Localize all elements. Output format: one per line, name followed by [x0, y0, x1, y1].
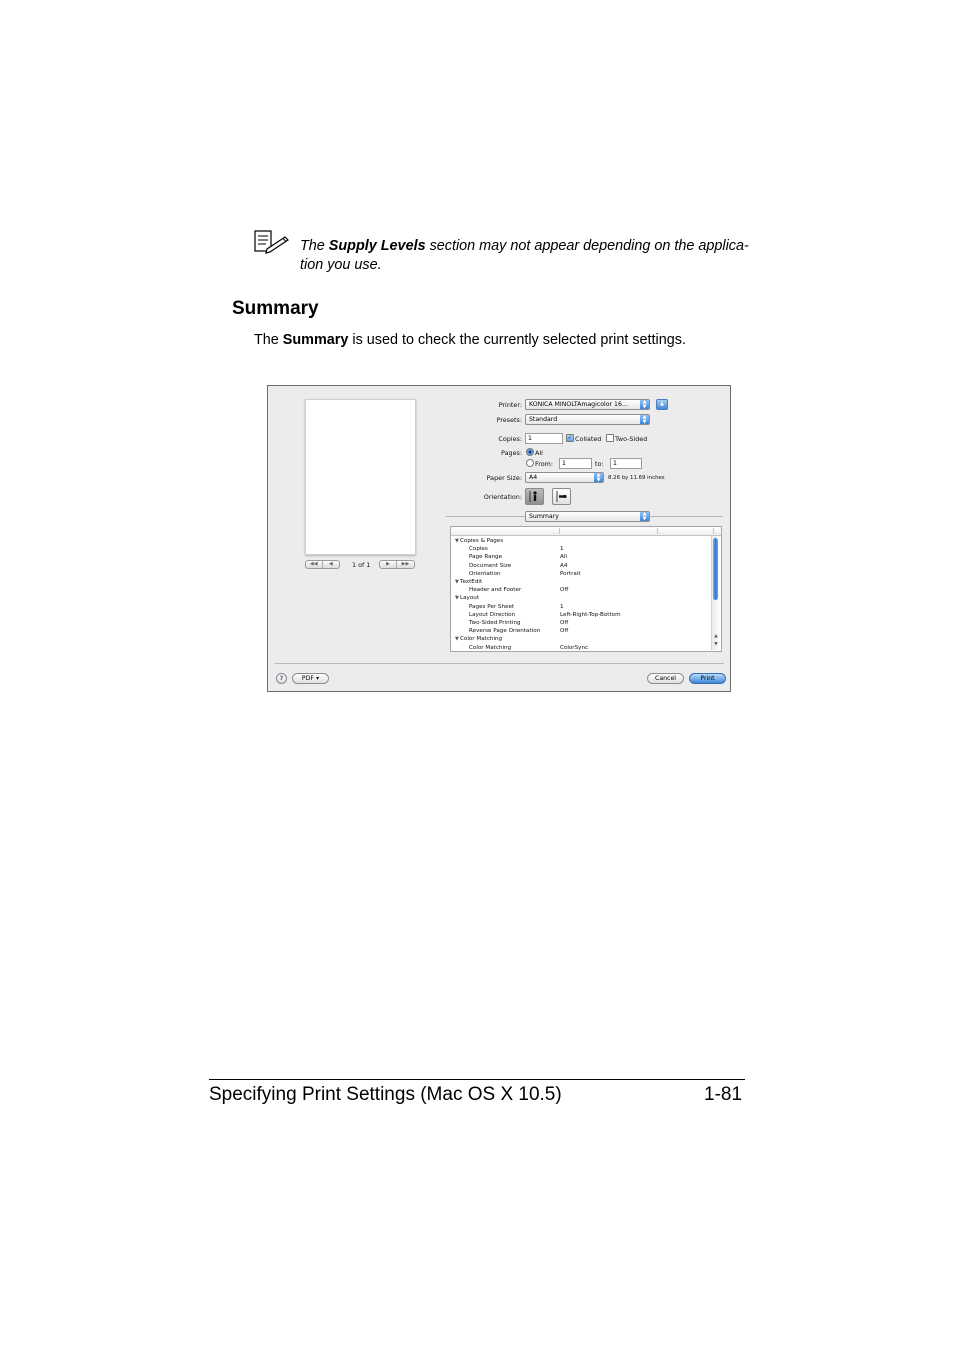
last-page-button[interactable]: ▶▶ — [401, 561, 410, 567]
help-button[interactable]: ? — [276, 673, 287, 684]
paper-size-label: Paper Size: — [486, 474, 522, 482]
presets-popup[interactable]: Standard ▲ ▼ — [525, 414, 650, 425]
cancel-button[interactable]: Cancel — [647, 673, 684, 684]
scroll-down-icon[interactable]: ▼ — [714, 642, 718, 647]
popup-arrows-icon: ▲ ▼ — [640, 415, 649, 424]
pages-label: Pages: — [501, 449, 522, 457]
summary-group-row — [451, 578, 713, 586]
summary-group-row — [451, 594, 713, 602]
summary-key: Two-Sided Printing — [469, 620, 521, 626]
panel-menu-popup[interactable]: Summary ▲ ▼ — [525, 511, 650, 522]
summary-key: Document Size — [469, 562, 512, 569]
summary-group-row — [451, 537, 713, 545]
summary-item-row — [451, 553, 713, 561]
summary-table[interactable] — [450, 526, 722, 652]
print-button[interactable]: Print — [689, 673, 726, 684]
scrollbar-thumb[interactable] — [713, 538, 718, 600]
note-pencil-icon — [254, 229, 290, 255]
summary-item-row — [451, 627, 713, 635]
prev-page-button[interactable]: ◀ — [328, 561, 333, 567]
next-page-button[interactable]: ▶ — [380, 561, 397, 568]
footer-rule — [209, 1079, 745, 1080]
summary-item-row — [451, 603, 713, 611]
page-indicator: 1 of 1 — [352, 561, 371, 569]
presets-label: Presets: — [496, 416, 522, 424]
paper-size-popup[interactable]: A4 ▲ ▼ — [525, 472, 604, 483]
summary-item-row — [451, 545, 713, 553]
pages-from-radio[interactable] — [526, 459, 534, 467]
popup-arrows-icon: ▲ ▼ — [640, 512, 649, 521]
copies-label: Copies: — [498, 435, 522, 443]
summary-value: Off — [560, 587, 569, 594]
orientation-label: Orientation: — [483, 493, 522, 501]
summary-item-row — [451, 562, 713, 570]
paper-dimensions: 8.26 by 11.69 inches — [608, 475, 665, 481]
popup-arrows-icon: ▲ ▼ — [640, 400, 649, 409]
footer-title: Specifying Print Settings (Mac OS X 10.5) — [209, 1084, 562, 1105]
portrait-person-icon — [526, 489, 543, 504]
print-dialog — [267, 385, 731, 692]
summary-key: Pages Per Sheet — [469, 603, 515, 610]
summary-item-row — [451, 611, 713, 619]
section-heading: Summary — [232, 298, 319, 319]
note-bold-term: Supply Levels — [328, 238, 426, 254]
summary-value: All — [560, 554, 567, 561]
summary-key: Copies & Pages — [460, 538, 504, 544]
summary-key: Copies — [469, 546, 488, 553]
summary-key: Header and Footer — [469, 587, 522, 594]
para-bold-term: Summary — [282, 332, 349, 348]
pages-to-input[interactable]: 1 — [610, 458, 642, 469]
summary-item-row — [451, 619, 713, 627]
summary-key: Layout — [460, 595, 480, 602]
summary-key: Color Matching — [469, 644, 512, 651]
pages-from-label: From: — [535, 460, 553, 468]
printer-popup[interactable]: KONICA MINOLTAmagicolor 16... ▲ ▼ — [525, 399, 650, 410]
disclosure-triangle-icon[interactable]: ▼ — [455, 579, 459, 585]
section-paragraph: The Summary is used to check the currently selected print settings. — [254, 332, 686, 348]
pages-to-label: to: — [595, 460, 604, 468]
orientation-portrait-button[interactable] — [525, 488, 544, 505]
two-sided-label: Two-Sided — [615, 435, 648, 443]
summary-value: Portrait — [560, 570, 581, 577]
summary-item-row — [451, 644, 713, 652]
summary-table-header — [451, 527, 721, 536]
summary-value: 1 — [560, 603, 564, 610]
pdf-button[interactable]: PDF ▾ — [292, 673, 329, 684]
summary-group-row — [451, 635, 713, 643]
disclosure-triangle-icon[interactable]: ▼ — [455, 636, 459, 643]
disclosure-triangle-icon[interactable]: ▼ — [455, 595, 459, 602]
collated-label: Collated — [575, 435, 602, 443]
summary-key: TextEdit — [460, 579, 483, 585]
copies-input[interactable]: 1 — [525, 433, 563, 444]
footer-page-number: 1-81 — [704, 1084, 743, 1105]
landscape-person-icon — [553, 489, 570, 504]
summary-key: Page Range — [469, 554, 503, 561]
scroll-up-icon[interactable]: ▲ — [714, 634, 718, 639]
note-text: The Supply Levels section may not appear depending on the applica- tion you use. — [300, 238, 749, 273]
preview-next-buttons[interactable] — [379, 560, 415, 569]
first-page-button[interactable]: ◀◀ — [306, 561, 323, 568]
summary-value: Left-Right-Top-Bottom — [560, 611, 621, 618]
pages-all-radio[interactable] — [526, 448, 534, 456]
print-preview-page — [305, 399, 416, 555]
preview-prev-buttons[interactable] — [305, 560, 340, 569]
pages-from-input[interactable]: 1 — [559, 458, 592, 469]
summary-key: Reverse Page Orientation — [469, 628, 541, 635]
summary-key: Orientation — [469, 570, 501, 577]
orientation-landscape-button[interactable] — [552, 488, 571, 505]
summary-key: Layout Direction — [469, 611, 516, 618]
collated-checkbox[interactable]: ✓ — [567, 434, 573, 441]
summary-value: ColorSync — [560, 644, 589, 651]
summary-key: Color Matching — [460, 636, 503, 643]
popup-arrows-icon: ▲ ▼ — [594, 473, 603, 482]
summary-value: Off — [560, 620, 569, 626]
summary-value: Off — [560, 628, 569, 635]
disclosure-triangle-icon[interactable]: ▼ — [455, 538, 459, 544]
two-sided-checkbox[interactable] — [606, 434, 614, 442]
expand-dialog-button[interactable]: ▲ — [656, 399, 668, 410]
summary-item-row — [451, 570, 713, 578]
summary-value: A4 — [560, 562, 568, 569]
summary-scrollbar[interactable] — [711, 536, 720, 650]
pages-all-label: All — [535, 449, 543, 457]
summary-value: 1 — [560, 546, 564, 553]
bottom-divider — [275, 663, 724, 664]
summary-item-row — [451, 586, 713, 594]
printer-label: Printer: — [498, 401, 522, 409]
